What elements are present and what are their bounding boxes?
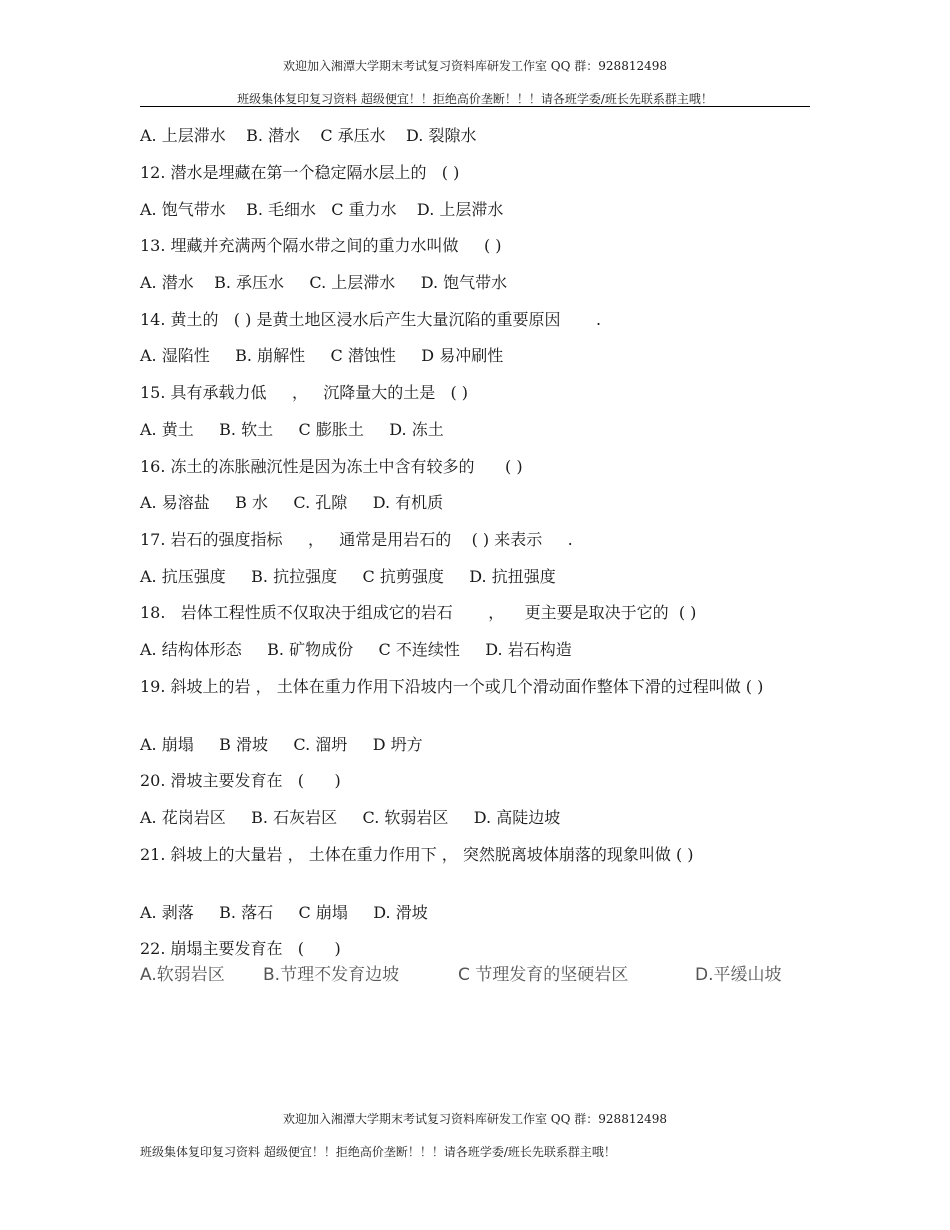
question-15: 15. 具有承载力低 ， 沉降量大的土是 ( ) [140,383,469,402]
options-q14: A. 湿陷性 B. 崩解性 C 潜蚀性 D 易冲刷性 [140,346,504,365]
options-q16: A. 易溶盐 B 水 C. 孔隙 D. 有机质 [140,493,444,512]
header-line-1: 欢迎加入湘潭大学期末考试复习资料库研发工作室 QQ 群：928812498 [282,59,668,73]
header-rule [140,106,810,107]
question-12: 12. 潜水是埋藏在第一个稳定隔水层上的 ( ) [140,163,460,182]
option-a: A.软弱岩区 [140,965,225,985]
question-18: 18. 岩体工程性质不仅取决于组成它的岩石 ， 更主要是取决于它的 ( ) [140,603,697,622]
option-c: C 节理发育的坚硬岩区 [458,965,629,985]
option-d: D.平缓山坡 [695,965,782,985]
options-q13: A. 潜水 B. 承压水 C. 上层滞水 D. 饱气带水 [140,273,508,292]
options-q17: A. 抗压强度 B. 抗拉强度 C 抗剪强度 D. 抗扭强度 [140,567,556,586]
options-q21: A. 剥落 B. 落石 C 崩塌 D. 滑坡 [140,903,428,922]
question-21: 21. 斜坡上的大量岩 ， 土体在重力作用下 ， 突然脱离坡体崩落的现象叫做 ( ) [140,845,694,864]
footer-line-2: 班级集体复印复习资料 超级便宜！！拒绝高价垄断！！！请各班学委/班长先联系群主哦！ [140,1145,616,1159]
question-22: 22. 崩塌主要发育在 ( ) [140,939,341,958]
options-q19: A. 崩塌 B 滑坡 C. 溜坍 D 坍方 [140,735,423,754]
question-19: 19. 斜坡上的岩 ， 土体在重力作用下沿坡内一个或几个滑动面作整体下滑的过程叫做 ( ) [140,677,764,696]
footer-line-1: 欢迎加入湘潭大学期末考试复习资料库研发工作室 QQ 群：928812498 [282,1112,668,1126]
question-17: 17. 岩石的强度指标 ， 通常是用岩石的 ( ) 来表示 . [140,530,573,549]
question-16: 16. 冻土的冻胀融沉性是因为冻土中含有较多的 ( ) [140,457,523,476]
options-q15: A. 黄土 B. 软土 C 膨胀土 D. 冻土 [140,420,444,439]
options-q22 [140,960,782,1080]
options-q20: A. 花岗岩区 B. 石灰岩区 C. 软弱岩区 D. 高陡边坡 [140,808,561,827]
header-line-2: 班级集体复印复习资料 超级便宜！！拒绝高价垄断！！！请各班学委/班长先联系群主哦！ [237,92,713,106]
options-q11: A. 上层滞水 B. 潜水 C 承压水 D. 裂隙水 [140,126,477,145]
question-13: 13. 埋藏并充满两个隔水带之间的重力水叫做 ( ) [140,236,502,255]
options-q18: A. 结构体形态 B. 矿物成份 C 不连续性 D. 岩石构造 [140,640,572,659]
option-b: B.节理不发育边坡 [263,965,400,985]
options-q12: A. 饱气带水 B. 毛细水 C 重力水 D. 上层滞水 [140,200,504,219]
question-20: 20. 滑坡主要发育在 ( ) [140,771,341,790]
question-14: 14. 黄土的 ( ) 是黄土地区浸水后产生大量沉陷的重要原因 . [140,310,602,329]
